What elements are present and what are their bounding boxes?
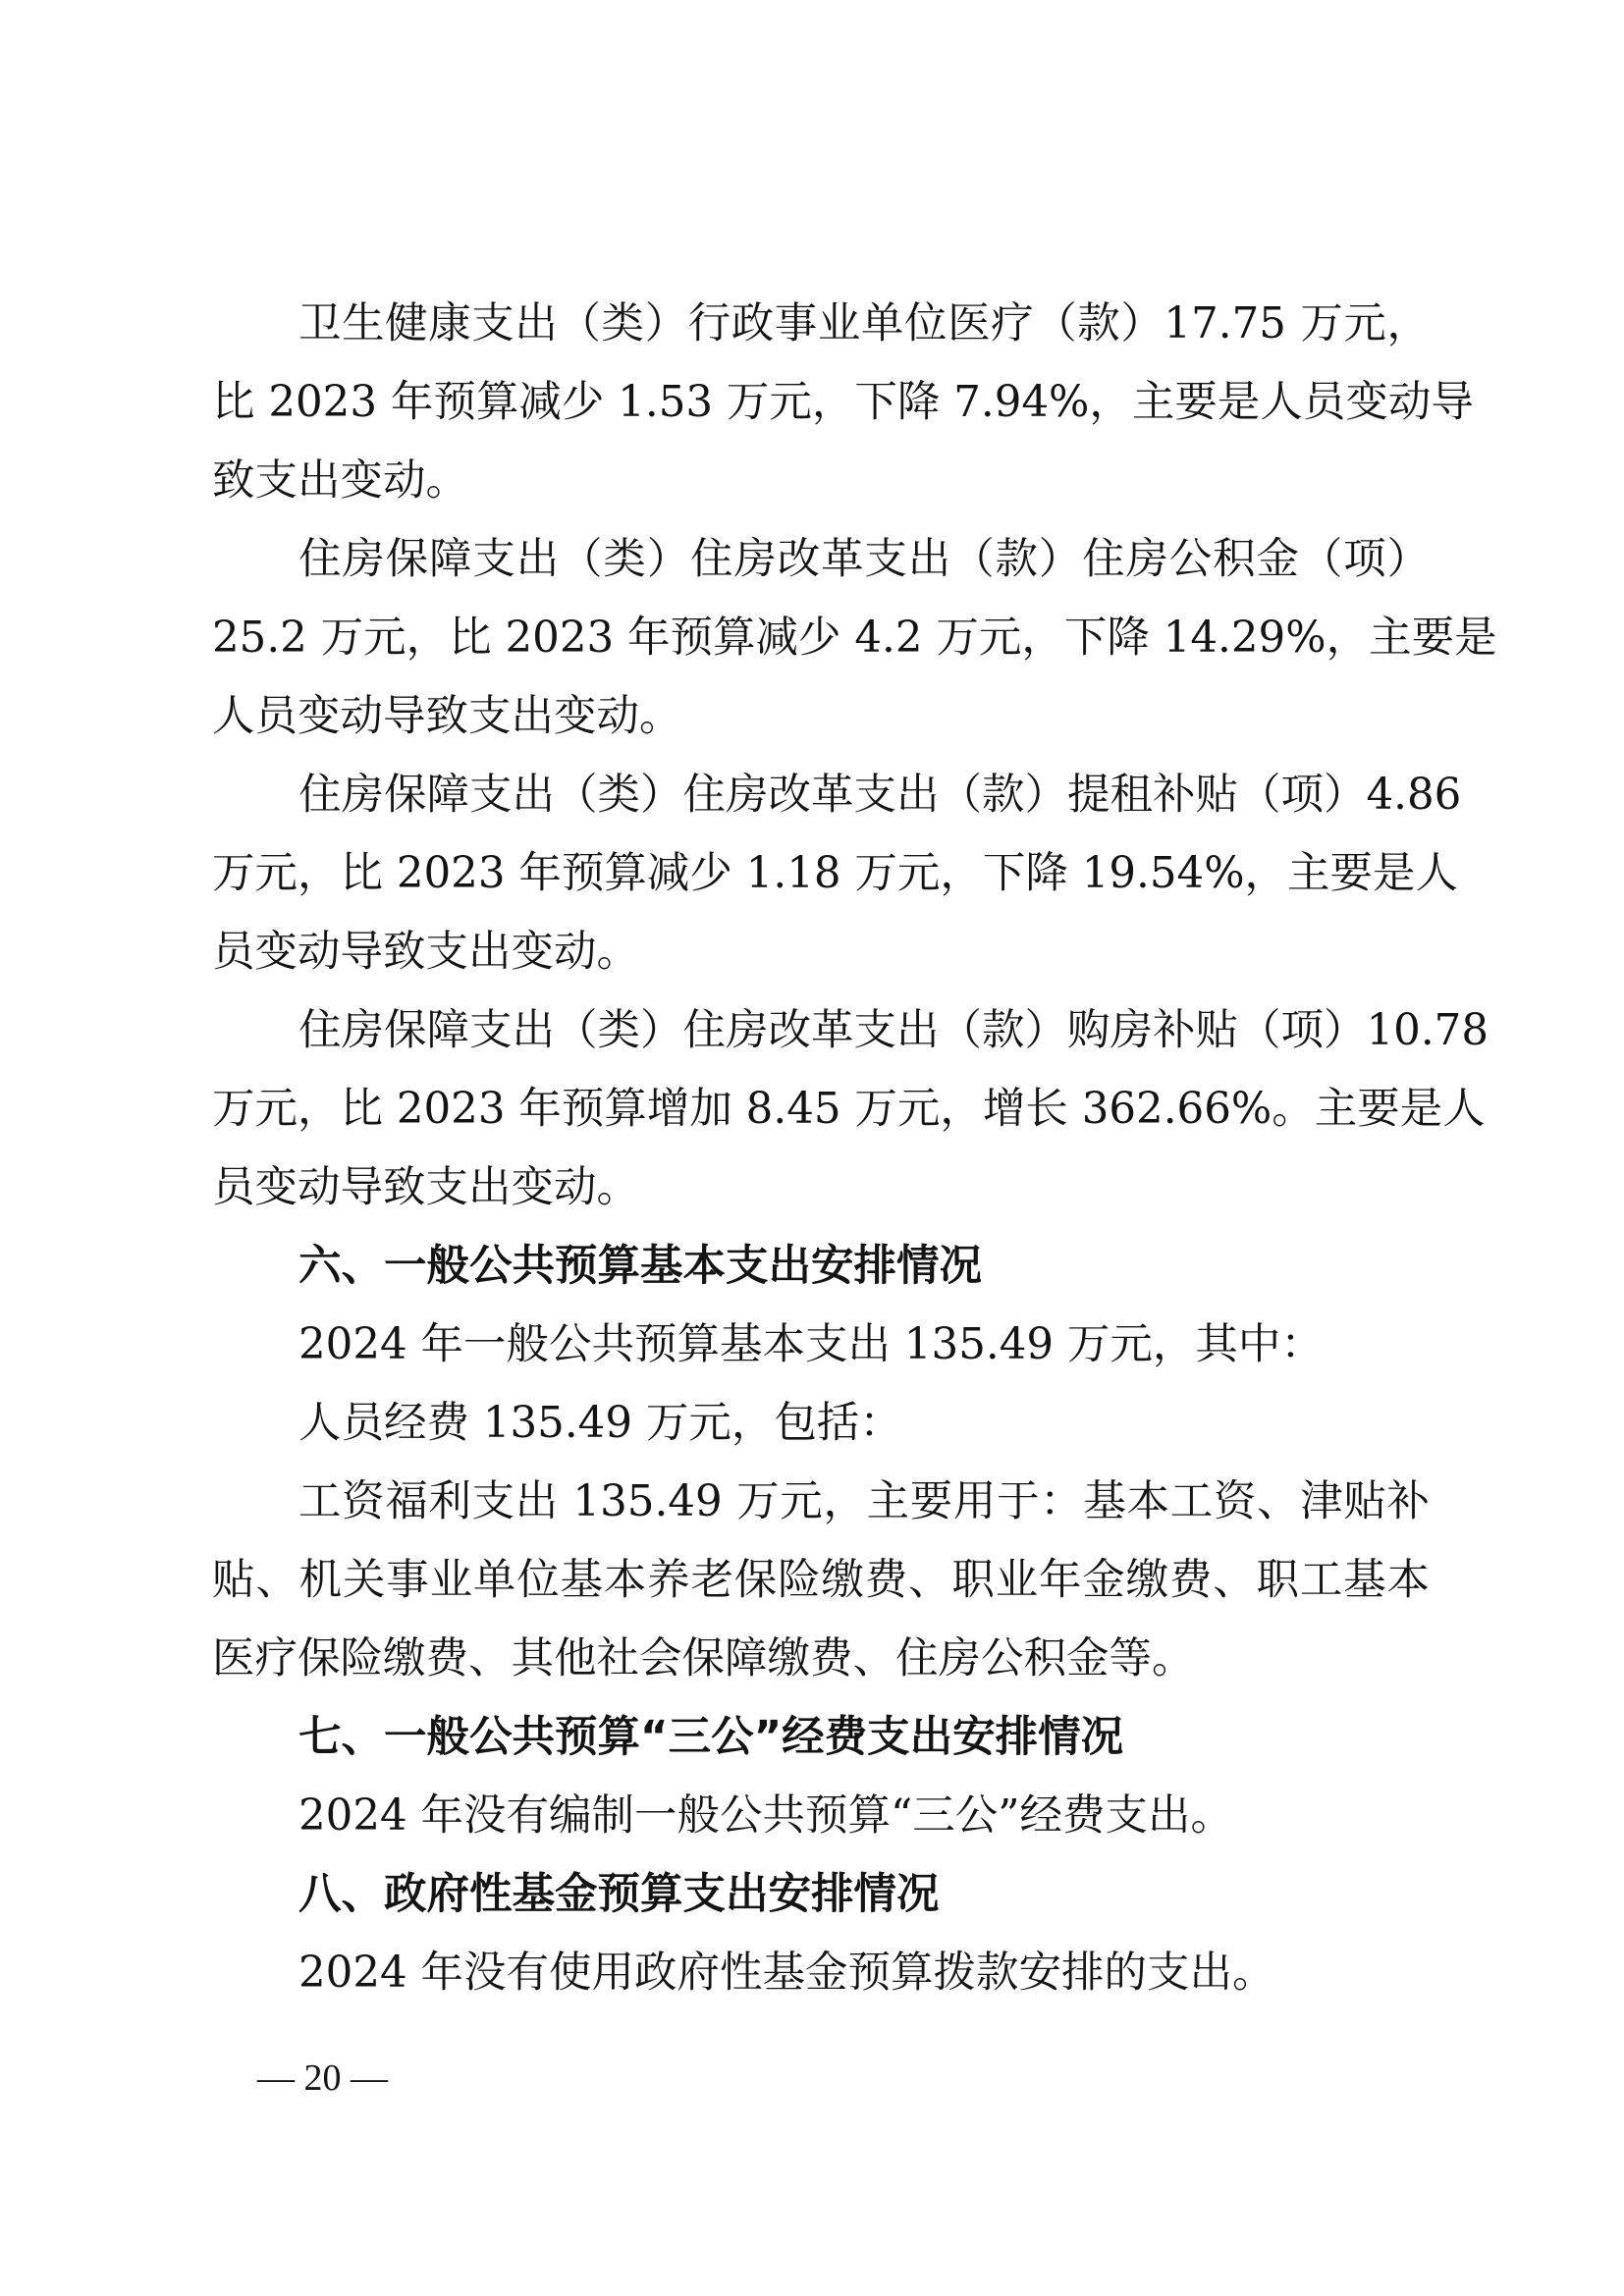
section-heading-8: 八、政府性基金预算支出安排情况 [298,1870,940,1919]
text-line: 员变动导致支出变动。 [212,928,639,977]
text-line: 致支出变动。 [212,456,468,506]
text-line: 住房保障支出（类）住房改革支出（款）住房公积金（项） [298,535,1430,584]
text-line: 万元，比 2023 年预算增加 8.45 万元，增长 362.66%。主要是人 [212,1085,1486,1134]
paragraph-salary-welfare [212,1463,1430,1698]
text-line: 万元，比 2023 年预算减少 1.18 万元，下降 19.54%，主要是人 [212,849,1459,898]
paragraph-three-public-expenses: 2024 年没有编制一般公共预算“三公”经费支出。 [298,1791,1234,1841]
text-line: 人员变动导致支出变动。 [212,692,682,741]
section-heading-7: 七、一般公共预算“三公”经费支出安排情况 [298,1713,1124,1762]
paragraph-housing-purchase-subsidy [212,991,1489,1227]
text-line: 工资福利支出 135.49 万元，主要用于：基本工资、津贴补 [298,1477,1430,1526]
section-heading-6: 六、一般公共预算基本支出安排情况 [298,1242,982,1291]
text-line: 25.2 万元，比 2023 年预算减少 4.2 万元，下降 14.29%，主要是 [212,614,1497,663]
paragraph-personnel-expenses: 人员经费 135.49 万元，包括： [298,1399,902,1448]
text-line: 贴、机关事业单位基本养老保险缴费、职业年金缴费、职工基本 [212,1556,1430,1605]
paragraph-health-expenditure [212,285,1474,520]
page-number: — 20 — [257,2057,388,2099]
paragraph-rent-subsidy [212,756,1462,991]
text-line: 医疗保险缴费、其他社会保障缴费、住房公积金等。 [212,1634,1195,1683]
text-line: 比 2023 年预算减少 1.53 万元，下降 7.94%，主要是人员变动导 [212,378,1474,427]
paragraph-housing-fund [212,520,1497,756]
paragraph-basic-expenditure: 2024 年一般公共预算基本支出 135.49 万元，其中： [298,1320,1324,1369]
text-line: 住房保障支出（类）住房改革支出（款）购房补贴（项）10.78 [298,1006,1489,1055]
paragraph-government-fund: 2024 年没有使用政府性基金预算拨款安排的支出。 [298,1949,1275,1998]
document-body [212,285,1497,2012]
text-line: 住房保障支出（类）住房改革支出（款）提租补贴（项）4.86 [298,771,1462,820]
text-line: 员变动导致支出变动。 [212,1163,639,1212]
text-line: 卫生健康支出（类）行政事业单位医疗（款）17.75 万元， [298,299,1430,348]
